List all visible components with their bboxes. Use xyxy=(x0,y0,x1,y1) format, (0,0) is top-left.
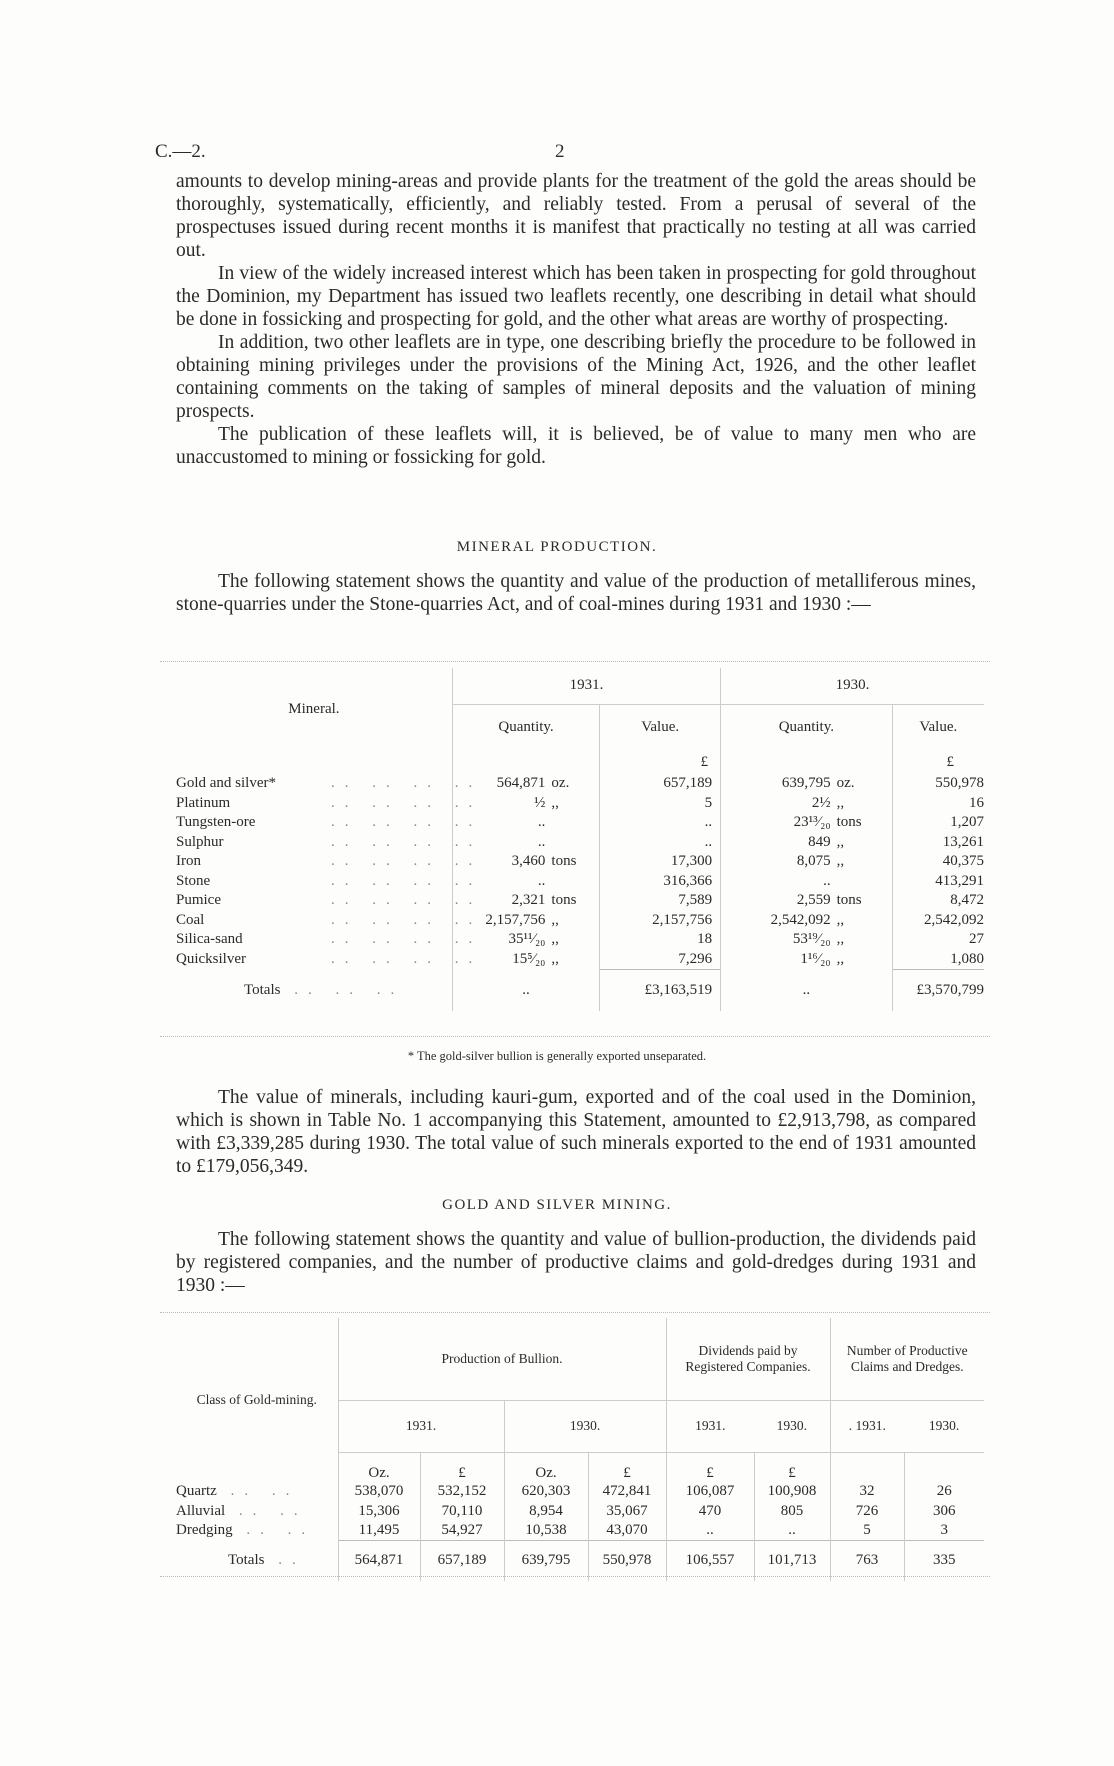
unit-1931: tons xyxy=(551,853,577,870)
quantity-1931: .. xyxy=(452,813,551,833)
mineral-intro xyxy=(176,570,976,616)
quantity-1931: .. xyxy=(452,872,551,892)
col-header-bullion: Production of Bullion. xyxy=(338,1318,666,1400)
quantity-1930: 2½ xyxy=(721,794,837,814)
claims-1931: 726 xyxy=(830,1502,904,1522)
paragraph: The value of minerals, including kauri-gum, exported and of the coal used in the Dominion, which is shown in Table No. 1 accompanying this Statement, amounted to £2,913,798, as compared with £3,339,285 during 1930. The total value of such minerals exported to the end of 1931 amounted to £179,056,349. xyxy=(176,1087,976,1177)
footnote: * The gold-silver bullion is generally exported unseparated. xyxy=(407,1049,707,1063)
unit-1931: ,, xyxy=(551,931,559,948)
unit-1931 xyxy=(551,872,599,892)
total-quantity-1930: .. xyxy=(721,969,893,1011)
value-1931: 70,110 xyxy=(420,1502,504,1522)
col-header-bullion-1931: 1931. xyxy=(338,1400,504,1452)
quantity-1931: 2,157,756 xyxy=(452,911,551,931)
total-quantity-1931: .. xyxy=(452,969,599,1011)
unit-1931 xyxy=(551,813,599,833)
value-1930: 16 xyxy=(892,794,984,814)
table-row xyxy=(176,911,984,931)
value-1931: 5 xyxy=(600,794,721,814)
table-row xyxy=(176,833,984,853)
totals-label: Totals .. .. .. xyxy=(244,981,405,998)
col-header-dividends-1931: 1931. xyxy=(666,1400,754,1452)
value-1931: .. xyxy=(600,813,721,833)
quantity-1931: 564,871 xyxy=(452,774,551,794)
quantity-1931: 3,460 xyxy=(452,852,551,872)
total-value-1931: £3,163,519 xyxy=(600,969,721,1011)
mineral-name: Stone .. .. .. .. xyxy=(176,872,483,889)
table-row xyxy=(176,852,984,872)
unit-1930: ,, xyxy=(836,950,845,967)
quantity-1930: 53¹⁹⁄₂₀ xyxy=(721,930,837,950)
quantity-1931: ½ xyxy=(452,794,551,814)
table-rule xyxy=(160,1576,990,1577)
oz-1931: 15,306 xyxy=(338,1502,420,1522)
quantity-1930: 23¹³⁄₂₀ xyxy=(721,813,837,833)
table-row xyxy=(176,794,984,814)
value-1930: 2,542,092 xyxy=(892,911,984,931)
value-1931: 54,927 xyxy=(420,1521,504,1541)
col-header-year-1931: 1931. xyxy=(452,668,720,704)
unit-1931: ,, xyxy=(551,911,559,928)
gold-mining-class: Dredging .. .. xyxy=(176,1522,316,1539)
quantity-1930: 2,559 xyxy=(721,891,837,911)
oz-1930: 8,954 xyxy=(504,1502,588,1522)
section-heading-mineral: MINERAL PRODUCTION. xyxy=(456,539,658,555)
dividends-1930: 805 xyxy=(754,1502,830,1522)
unit-1930: ,, xyxy=(836,931,845,948)
col-header-bullion-1930: 1930. xyxy=(504,1400,666,1452)
value-1930: 550,978 xyxy=(892,774,984,794)
claims-1930: 26 xyxy=(904,1482,984,1502)
table-row xyxy=(176,1521,984,1541)
claims-1931: 32 xyxy=(830,1482,904,1502)
value-1931: 17,300 xyxy=(600,852,721,872)
value-1930: 413,291 xyxy=(892,872,984,892)
paragraph: The following statement shows the quantity and value of the production of metalliferous mines, stone-quarries under the Stone-quarries Act, and of coal-mines during 1931 and 1930 :— xyxy=(176,571,976,615)
quantity-1930: 1¹⁶⁄₂₀ xyxy=(721,950,837,970)
col-header-value-1930: Value. xyxy=(892,704,984,750)
paragraph: amounts to develop mining-areas and provide plants for the treatment of the gold the areas should be thoroughly, systematically, efficiently, and reliably tested. From a perusal of several of the prospectuses issued during recent months it is manifest that practically no testing at all was carried out. xyxy=(176,171,976,261)
total-claims-1930: 335 xyxy=(904,1541,984,1581)
dividends-1931: 470 xyxy=(666,1502,754,1522)
quantity-1930: 849 xyxy=(721,833,837,853)
oz-1930: 620,303 xyxy=(504,1482,588,1502)
mineral-summary xyxy=(176,1086,976,1178)
unit-1930 xyxy=(837,872,893,892)
table-row xyxy=(176,930,984,950)
mineral-name: Iron .. .. .. .. xyxy=(176,853,483,870)
col-header-dividends: Dividends paid by Registered Companies. xyxy=(666,1318,830,1400)
total-dividends-1930: 101,713 xyxy=(754,1541,830,1581)
unit-1930: tons xyxy=(836,814,862,831)
value-1931: 18 xyxy=(600,930,721,950)
dividends-1930: 100,908 xyxy=(754,1482,830,1502)
quantity-1930: 8,075 xyxy=(721,852,837,872)
table-row xyxy=(176,774,984,794)
total-claims-1931: 763 xyxy=(830,1541,904,1581)
oz-1930: 10,538 xyxy=(504,1521,588,1541)
gold-mining-class: Quartz .. .. xyxy=(176,1483,300,1500)
unit-1931: ,, xyxy=(551,794,559,811)
unit-pound: £ xyxy=(754,1452,830,1482)
mineral-name: Gold and silver* .. .. .. .. xyxy=(176,775,483,792)
totals-label: Totals .. xyxy=(228,1552,306,1568)
value-1930: 35,067 xyxy=(588,1502,666,1522)
value-1930: 472,841 xyxy=(588,1482,666,1502)
unit-pound: £ xyxy=(420,1452,504,1482)
unit-1930: ,, xyxy=(836,853,845,870)
paragraph: The following statement shows the quantity and value of bullion-production, the dividends paid by registered companies, and the number of productive claims and gold-dredges during 1931 and 1930 :— xyxy=(176,1229,976,1296)
quantity-1931: 15⁵⁄₂₀ xyxy=(452,950,551,970)
gold-mining-class: Alluvial .. .. xyxy=(176,1502,308,1519)
value-1931: 7,589 xyxy=(600,891,721,911)
value-1931: 316,366 xyxy=(600,872,721,892)
table-row xyxy=(176,891,984,911)
unit-1931: ,, xyxy=(551,950,559,967)
value-1930: 40,375 xyxy=(892,852,984,872)
total-value-1931: 657,189 xyxy=(420,1541,504,1581)
quantity-1931: .. xyxy=(452,833,551,853)
value-1931: 532,152 xyxy=(420,1482,504,1502)
unit-1930: tons xyxy=(836,892,862,909)
paragraph: In addition, two other leaflets are in type, one describing briefly the procedure to be followed in obtaining mining privileges under the provisions of the Mining Act, 1926, and the other leaflet containing comments on the taking of samples of mineral deposits and the valuation of mining prospects. xyxy=(176,332,976,422)
value-1930: 1,080 xyxy=(892,950,984,970)
claims-1930: 3 xyxy=(904,1521,984,1541)
table-row xyxy=(176,1502,984,1522)
currency-symbol: £ xyxy=(600,750,721,774)
table-row xyxy=(176,1482,984,1502)
col-header-claims: Number of Productive Claims and Dredges. xyxy=(830,1318,984,1400)
mineral-name: Pumice .. .. .. .. xyxy=(176,892,483,909)
unit-pound: £ xyxy=(666,1452,754,1482)
unit-oz: Oz. xyxy=(338,1452,420,1482)
unit-1930: oz. xyxy=(836,775,855,792)
paragraph: In view of the widely increased interest which has been taken in prospecting for gold throughout the Dominion, my Department has issued two leaflets recently, one describing in detail what should be done in fossicking and prospecting for gold, and the other what areas are worthy of prospecting. xyxy=(176,263,976,330)
gold-rows xyxy=(176,1482,984,1541)
col-header-dividends-1930: 1930. xyxy=(754,1400,830,1452)
total-value-1930: £3,570,799 xyxy=(892,969,984,1011)
oz-1931: 538,070 xyxy=(338,1482,420,1502)
col-header-value-1931: Value. xyxy=(600,704,721,750)
table-row xyxy=(176,872,984,892)
unit-1930: ,, xyxy=(836,833,845,850)
unit-oz: Oz. xyxy=(504,1452,588,1482)
unit-1930: ,, xyxy=(836,794,845,811)
gold-mining-table xyxy=(176,1318,984,1581)
mineral-name: Coal .. .. .. .. xyxy=(176,911,483,928)
oz-1931: 11,495 xyxy=(338,1521,420,1541)
col-header-claims-1930: 1930. xyxy=(904,1400,984,1452)
table-rule xyxy=(160,661,990,662)
intro-text xyxy=(176,170,976,469)
quantity-1930: 2,542,092 xyxy=(721,911,837,931)
mineral-name: Platinum .. .. .. .. xyxy=(176,794,483,811)
claims-1931: 5 xyxy=(830,1521,904,1541)
currency-symbol: £ xyxy=(892,750,984,774)
quantity-1930: 639,795 xyxy=(721,774,837,794)
unit-1931: oz. xyxy=(551,775,570,792)
col-header-class: Class of Gold-mining. xyxy=(196,1392,317,1407)
value-1931: 2,157,756 xyxy=(600,911,721,931)
value-1931: 7,296 xyxy=(600,950,721,970)
paragraph: The publication of these leaflets will, it is believed, be of value to many men who are unaccustomed to mining or fossicking for gold. xyxy=(176,424,976,468)
mineral-name: Silica-sand .. .. .. .. xyxy=(176,931,483,948)
value-1930: 8,472 xyxy=(892,891,984,911)
gold-intro xyxy=(176,1228,976,1297)
unit-1931: tons xyxy=(551,892,577,909)
total-oz-1930: 639,795 xyxy=(504,1541,588,1581)
mineral-name: Tungsten-ore .. .. .. .. xyxy=(176,814,483,831)
section-heading-gold: GOLD AND SILVER MINING. xyxy=(442,1197,672,1213)
total-oz-1931: 564,871 xyxy=(338,1541,420,1581)
dividends-1930: .. xyxy=(754,1521,830,1541)
value-1930: 1,207 xyxy=(892,813,984,833)
col-header-claims-1931: . 1931. xyxy=(830,1400,904,1452)
total-value-1930: 550,978 xyxy=(588,1541,666,1581)
mineral-rows xyxy=(176,774,984,969)
mineral-production-table xyxy=(176,668,984,1011)
table-row xyxy=(176,813,984,833)
unit-pound: £ xyxy=(588,1452,666,1482)
value-1931: .. xyxy=(600,833,721,853)
page-number: 2 xyxy=(555,141,565,162)
col-header-year-1930: 1930. xyxy=(721,668,984,704)
mineral-name: Sulphur .. .. .. .. xyxy=(176,833,483,850)
claims-1930: 306 xyxy=(904,1502,984,1522)
unit-1930: ,, xyxy=(836,911,845,928)
quantity-1931: 35¹¹⁄₂₀ xyxy=(452,930,551,950)
mineral-name: Quicksilver .. .. .. .. xyxy=(176,950,483,967)
col-header-quantity-1931: Quantity. xyxy=(452,704,599,750)
dividends-1931: .. xyxy=(666,1521,754,1541)
total-dividends-1931: 106,557 xyxy=(666,1541,754,1581)
quantity-1930: .. xyxy=(721,872,837,892)
quantity-1931: 2,321 xyxy=(452,891,551,911)
unit-1931 xyxy=(551,833,599,853)
dividends-1931: 106,087 xyxy=(666,1482,754,1502)
table-rule xyxy=(160,1036,990,1037)
value-1930: 13,261 xyxy=(892,833,984,853)
value-1930: 27 xyxy=(892,930,984,950)
table-rule xyxy=(160,1312,990,1313)
value-1931: 657,189 xyxy=(600,774,721,794)
col-header-quantity-1930: Quantity. xyxy=(721,704,893,750)
table-row xyxy=(176,950,984,970)
col-header-mineral: Mineral. xyxy=(288,700,340,717)
value-1930: 43,070 xyxy=(588,1521,666,1541)
page-header-code: C.—2. xyxy=(155,141,206,162)
